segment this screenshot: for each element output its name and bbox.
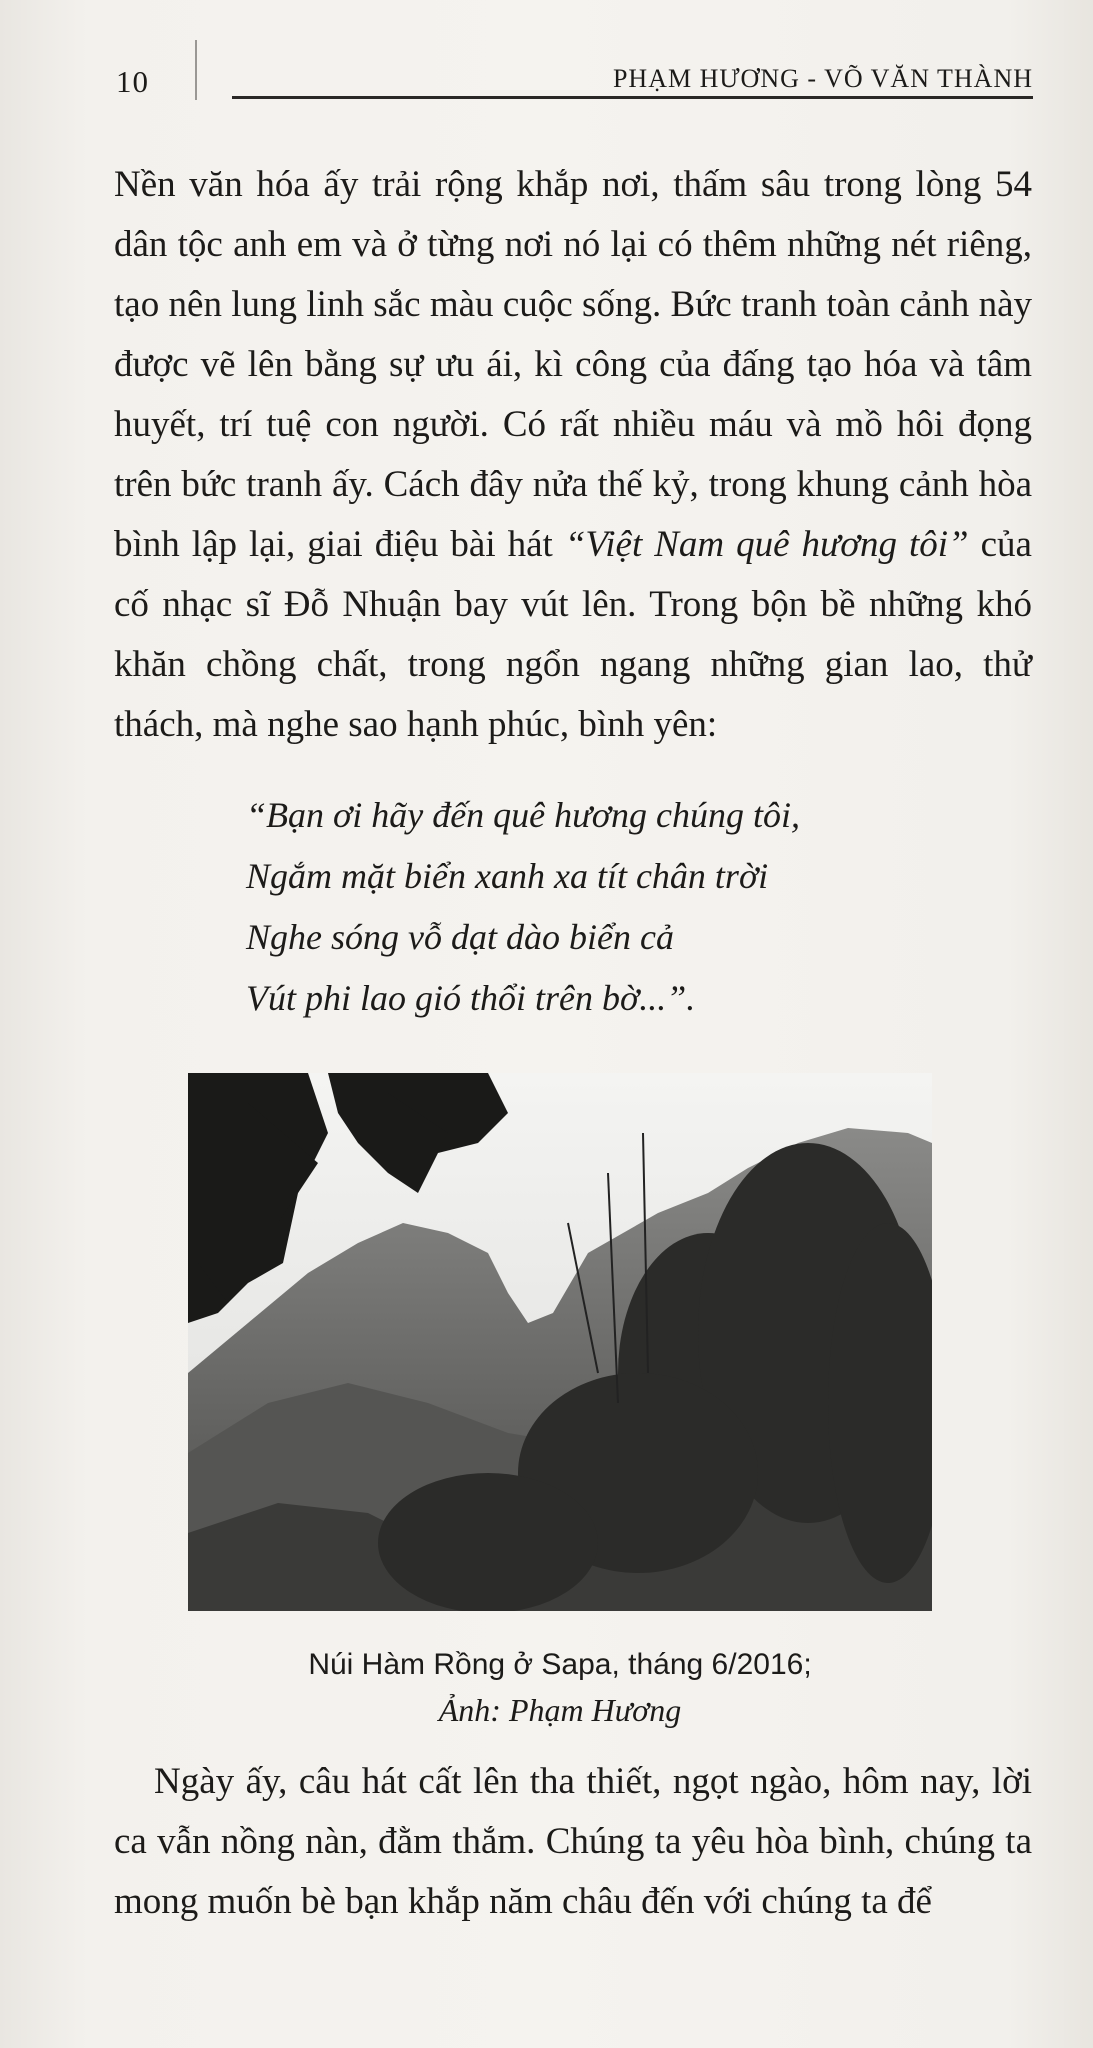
header-divider (195, 40, 197, 100)
poem-line: Nghe sóng vỗ dạt dào biển cả (246, 917, 674, 957)
poem-line: Ngắm mặt biển xanh xa tít chân trời (246, 856, 769, 896)
page-number: 10 (116, 64, 149, 99)
mountain-photo (188, 1073, 932, 1611)
poem-quote (246, 785, 800, 1029)
poem-line: Vút phi lao gió thổi trên bờ...”. (246, 978, 696, 1018)
paragraph-1-text-after: của cố nhạc sĩ Đỗ Nhuận bay vút lên. Trong bộn bề những khó khăn chồng chất, trong ngổn ngang những gian lao, thử thách, mà nghe sao hạnh phúc, bình yên: (114, 524, 1032, 745)
paragraph-1 (114, 155, 1032, 755)
poem-line: “Bạn ơi hãy đến quê hương chúng tôi, (246, 795, 800, 835)
photo-credit: Ảnh: Phạm Hương (438, 1692, 682, 1728)
paragraph-2: Ngày ấy, câu hát cất lên tha thiết, ngọt ngào, hôm nay, lời ca vẫn nồng nàn, đằm thắm. Chúng ta yêu hòa bình, chúng ta mong muốn bè bạn khắp năm châu đến với chúng ta để (114, 1761, 1032, 1922)
song-title: “Việt Nam quê hương tôi” (564, 524, 969, 565)
paragraph-1-text-before: Nền văn hóa ấy trải rộng khắp nơi, thấm sâu trong lòng 54 dân tộc anh em và ở từng nơi nó lại có thêm những nét riêng, tạo nên lung linh sắc màu cuộc sống. Bức tranh toàn cảnh này được vẽ lên bằng sự ưu ái, kì công của đấng tạo hóa và tâm huyết, trí tuệ con người. Có rất nhiều máu và mồ hôi đọng trên bức tranh ấy. Cách đây nửa thế kỷ, trong khung cảnh hòa bình lập lại, giai điệu bài hát (114, 164, 1032, 565)
running-head: PHẠM HƯƠNG - VÕ VĂN THÀNH (612, 64, 1033, 93)
header-rule (232, 96, 1033, 99)
photo-caption: Núi Hàm Rồng ở Sapa, tháng 6/2016; (308, 1648, 812, 1681)
